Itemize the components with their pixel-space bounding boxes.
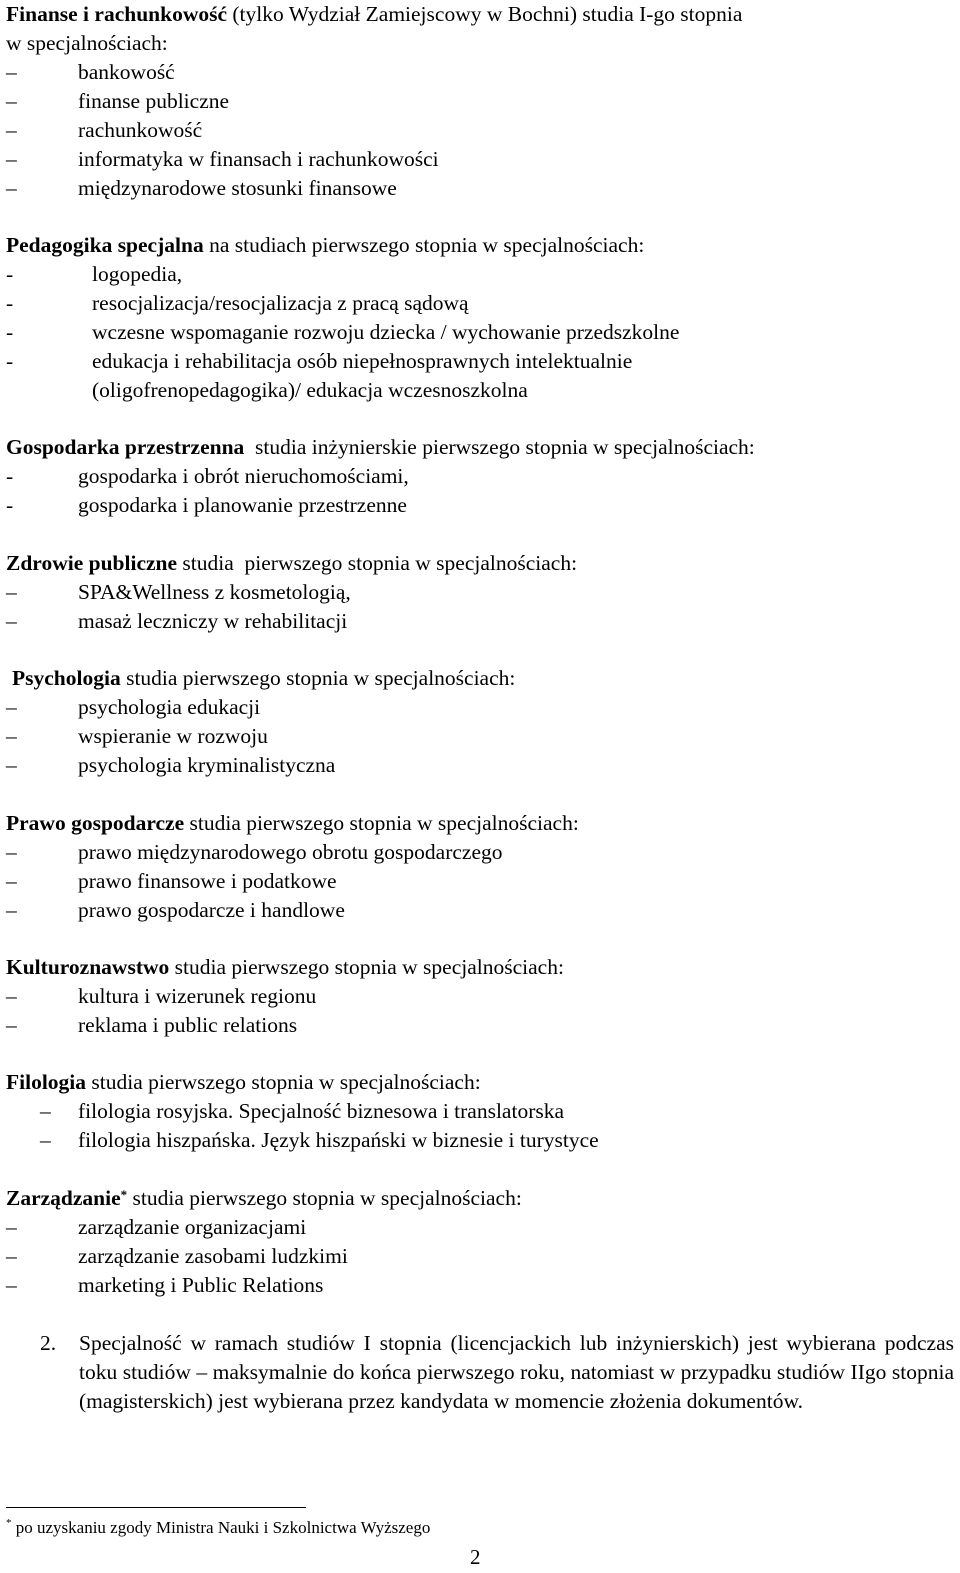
- section-description: studia pierwszego stopnia w specjalnościach:: [86, 1070, 481, 1094]
- section-title: Finanse i rachunkowość: [6, 2, 228, 26]
- section-heading-prawo: [6, 809, 579, 838]
- section-title: Prawo gospodarcze: [6, 811, 185, 835]
- dash-bullet: –: [40, 1128, 51, 1152]
- list-item-text: międzynarodowe stosunki finansowe: [78, 176, 397, 200]
- section-heading-finanse: [6, 0, 742, 29]
- dash-bullet: –: [6, 984, 17, 1008]
- dash-bullet: –: [40, 1099, 51, 1123]
- dash-bullet: –: [6, 753, 17, 777]
- list-item-text: zarządzanie zasobami ludzkimi: [78, 1244, 348, 1268]
- dash-bullet: –: [6, 609, 17, 633]
- list-item-text: wspieranie w rozwoju: [78, 724, 268, 748]
- footnote-text: po uzyskaniu zgody Ministra Nauki i Szkolnictwa Wyższego: [11, 1518, 431, 1537]
- list-item-text: masaż leczniczy w rehabilitacji: [78, 609, 348, 633]
- section-heading-filologia: [6, 1068, 481, 1097]
- list-item-text: reklama i public relations: [78, 1013, 298, 1037]
- list-item-text: bankowość: [78, 60, 175, 84]
- hyphen-bullet: -: [6, 262, 14, 286]
- footnote-separator: [6, 1507, 306, 1508]
- list-item-text: psychologia edukacji: [78, 695, 261, 719]
- dash-bullet: –: [6, 89, 17, 113]
- paragraph-number: 2.: [40, 1331, 57, 1355]
- section-description: studia pierwszego stopnia w specjalnościach:: [177, 551, 578, 575]
- dash-bullet: –: [6, 869, 17, 893]
- footnote-marker: *: [6, 1517, 12, 1529]
- list-item-text: gospodarka i obrót nieruchomościami,: [78, 464, 409, 488]
- paragraph-text: Specjalność w ramach studiów I stopnia (licencjackich lub inżynierskich) jest wybierana podczas toku studiów – maksymalnie do końca pierwszego roku, natomiast w przypadku studiów IIgo stopnia (magisterskich) jest wybierana przez kandydata w momencie złożenia dokumentów.: [79, 1331, 954, 1413]
- list-item-text: rachunkowość: [78, 118, 203, 142]
- section-title: Zdrowie publiczne: [6, 551, 178, 575]
- list-item-text: finanse publiczne: [78, 89, 230, 113]
- dash-bullet: –: [6, 176, 17, 200]
- dash-bullet: –: [6, 580, 17, 604]
- dash-bullet: –: [6, 1273, 17, 1297]
- dash-bullet: –: [6, 840, 17, 864]
- hyphen-bullet: -: [6, 349, 14, 373]
- list-item-text: marketing i Public Relations: [78, 1273, 324, 1297]
- list-item-text: logopedia,: [92, 262, 183, 286]
- section-title: Filologia: [6, 1070, 87, 1094]
- section-heading-psychologia: [12, 664, 515, 693]
- section-heading-kulturoznawstwo: [6, 953, 564, 982]
- section-heading-zarzadzanie: [6, 1184, 522, 1213]
- section-title: Gospodarka przestrzenna: [6, 435, 245, 459]
- footnote: [6, 1517, 430, 1541]
- list-item-text: psychologia kryminalistyczna: [78, 753, 336, 777]
- dash-bullet: –: [6, 1013, 17, 1037]
- dash-bullet: –: [6, 724, 17, 748]
- hyphen-bullet: -: [6, 320, 14, 344]
- list-item-text: prawo gospodarcze i handlowe: [78, 898, 345, 922]
- dash-bullet: –: [6, 1244, 17, 1268]
- list-item-text: gospodarka i planowanie przestrzenne: [78, 493, 407, 517]
- section-description: studia inżynierskie pierwszego stopnia w specjalnościach:: [244, 435, 755, 459]
- section-description: studia pierwszego stopnia w specjalnościach:: [169, 955, 564, 979]
- section-title: Kulturoznawstwo: [6, 955, 170, 979]
- section-heading-gospodarka: [6, 433, 755, 462]
- footnote-marker: *: [120, 1187, 128, 1202]
- hyphen-bullet: -: [6, 291, 14, 315]
- list-item-text: edukacja i rehabilitacja osób niepełnosprawnych intelektualnie: [92, 349, 633, 373]
- section-description: studia pierwszego stopnia w specjalnościach:: [184, 811, 579, 835]
- list-item-text: SPA&Wellness z kosmetologią,: [78, 580, 351, 604]
- list-item-text: resocjalizacja/resocjalizacja z pracą sądową: [92, 291, 469, 315]
- section-heading-zdrowie: [6, 549, 577, 578]
- hyphen-bullet: -: [6, 493, 14, 517]
- section-description: studia pierwszego stopnia w specjalnościach:: [127, 1186, 522, 1210]
- list-item-text: zarządzanie organizacjami: [78, 1215, 307, 1239]
- list-item-text: informatyka w finansach i rachunkowości: [78, 147, 439, 171]
- section-title: Psychologia: [12, 666, 121, 690]
- section-heading-cont: w specjalnościach:: [6, 31, 168, 55]
- list-item-text: (oligofrenopedagogika)/ edukacja wczesnoszkolna: [92, 378, 528, 402]
- dash-bullet: –: [6, 695, 17, 719]
- dash-bullet: –: [6, 147, 17, 171]
- list-item-text: filologia rosyjska. Specjalność biznesowa i translatorska: [78, 1099, 565, 1123]
- section-title: Pedagogika specjalna: [6, 233, 204, 257]
- dash-bullet: –: [6, 1215, 17, 1239]
- page-number: 2: [470, 1545, 481, 1569]
- list-item-text: kultura i wizerunek regionu: [78, 984, 317, 1008]
- dash-bullet: –: [6, 118, 17, 142]
- section-heading-pedagogika: [6, 231, 644, 260]
- section-description: studia pierwszego stopnia w specjalnościach:: [120, 666, 516, 690]
- list-item-text: prawo międzynarodowego obrotu gospodarczego: [78, 840, 503, 864]
- section-description: (tylko Wydział Zamiejscowy w Bochni) studia I-go stopnia: [227, 2, 743, 26]
- section-description: na studiach pierwszego stopnia w specjalnościach:: [203, 233, 645, 257]
- hyphen-bullet: -: [6, 464, 14, 488]
- list-item-text: prawo finansowe i podatkowe: [78, 869, 337, 893]
- dash-bullet: –: [6, 898, 17, 922]
- dash-bullet: –: [6, 60, 17, 84]
- list-item-text: wczesne wspomaganie rozwoju dziecka / wychowanie przedszkolne: [92, 320, 680, 344]
- list-item-text: filologia hiszpańska. Język hiszpański w biznesie i turystyce: [78, 1128, 599, 1152]
- section-title: Zarządzanie: [6, 1186, 121, 1210]
